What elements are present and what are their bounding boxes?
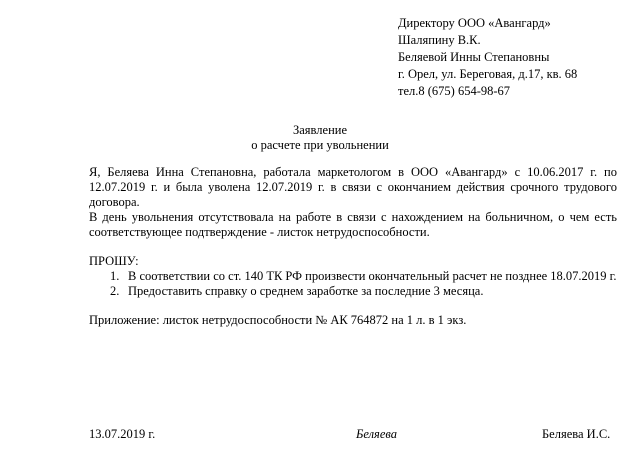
date: 13.07.2019 г.: [89, 427, 156, 441]
list-item: [89, 269, 617, 284]
addressee-line-5: тел.8 (675) 654-98-67: [398, 84, 511, 98]
paragraph-1: Я, Беляева Инна Степановна, работала маркетологом в ООО «Авангард» с 10.06.2017 г. по 12.07.2019 г. и была уволена 12.07.2019 г. в связи с окончанием действия срочного трудового договора.: [89, 165, 617, 209]
addressee-block: [398, 15, 634, 100]
request-list: [89, 269, 617, 299]
list-item: [89, 284, 617, 299]
list-item-number: 1.: [110, 269, 120, 283]
signer-name: Беляева И.С.: [542, 427, 611, 441]
addressee-line-3: Беляевой Инны Степановны: [398, 50, 550, 64]
document-title: Заявление: [292, 123, 347, 137]
document-subtitle: о расчете при увольнении: [251, 138, 389, 152]
paragraph-2: В день увольнения отсутствовала на работе в связи с нахождением на больничном, о чем есть соответствующее подтверждение - листок нетрудоспособности.: [89, 210, 617, 239]
list-item-number: 2.: [110, 284, 120, 298]
addressee-line-4: г. Орел, ул. Береговая, д.17, кв. 68: [398, 67, 578, 81]
signature: Беляева: [356, 427, 398, 441]
document-body: [89, 165, 617, 328]
addressee-line-1: Директору ООО «Авангард»: [398, 16, 551, 30]
list-item-text: Предоставить справку о среднем заработке за последние 3 месяца.: [128, 284, 484, 298]
list-item-text: В соответствии со ст. 140 ТК РФ произвести окончательный расчет не позднее 18.07.2019 г.: [128, 269, 617, 283]
request-label: ПРОШУ:: [89, 254, 139, 268]
addressee-line-2: Шаляпину В.К.: [398, 33, 481, 47]
attachment-line: Приложение: листок нетрудоспособности № АК 764872 на 1 л. в 1 экз.: [89, 313, 467, 327]
